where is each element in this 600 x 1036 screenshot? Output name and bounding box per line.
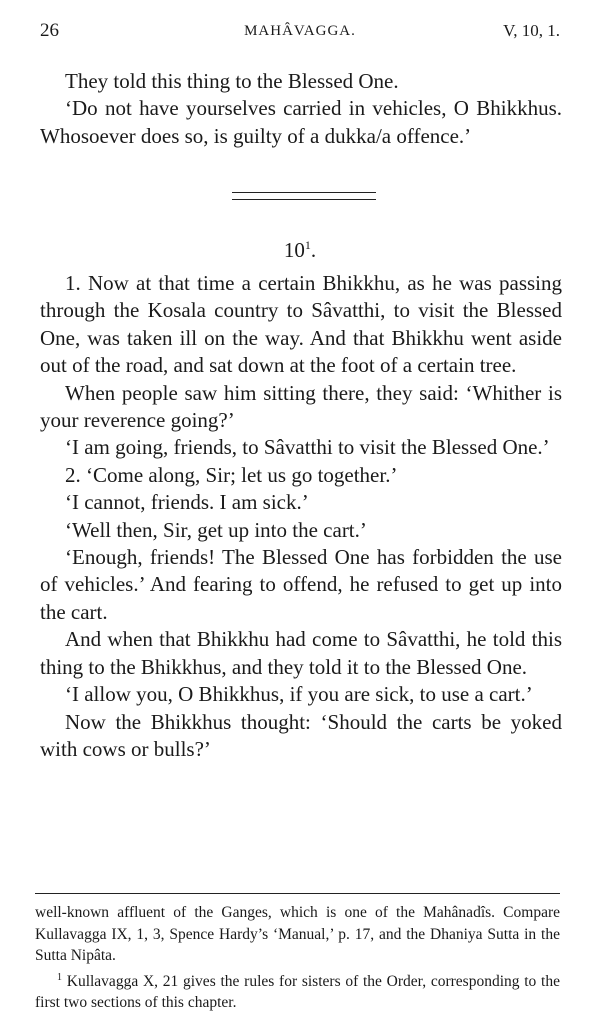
running-title: MAHÂVAGGA. [244,23,356,39]
paragraph: ‘I cannot, friends. I am sick.’ [65,490,309,515]
footnote [35,967,560,1014]
footnote-reference: 1 [304,238,311,252]
footnotes [35,902,560,1014]
paragraph: They told this thing to the Blessed One. [65,69,399,93]
running-header [40,20,560,46]
footnote-rule [35,893,560,894]
section-reference: V, 10, 1. [503,21,560,40]
paragraph: ‘Do not have yourselves carried in vehicles, O Bhikkhus. Whosoever does so, is guilty of a dukka/a offence.’ [40,96,562,148]
section-divider [232,192,376,200]
paragraph: And when that Bhikkhu had come to Sâvatthi, he told this thing to the Bhikkhus, and they told it to the Blessed One. [40,627,562,679]
section-suffix: . [310,238,317,262]
paragraph: ‘Enough, friends! The Blessed One has forbidden the use of vehicles.’ And fearing to offend, he refused to get up into the cart. [40,545,562,624]
paragraph: ‘I am going, friends, to Sâvatthi to visit the Blessed One.’ [65,435,550,460]
paragraph: When people saw him sitting there, they said: ‘Whither is your reverence going?’ [40,380,562,433]
paragraph: ‘I allow you, O Bhikkhus, if you are sick, to use a cart.’ [65,682,533,707]
paragraph: ‘Well then, Sir, get up into the cart.’ [65,517,367,542]
footnote-mark: 1 [57,971,62,983]
section-number: 10 [283,238,305,262]
section-heading [0,238,600,263]
paragraph: 1. Now at that time a certain Bhikkhu, as he was passing through the Kosala country to Sâvatthi, to visit the Blessed One, was taken ill on the way. And that Bhikkhu went aside out of the road, and sat down at the foot of a certain tree. [40,271,562,378]
continued-text-block [40,68,562,150]
paragraph: Now the Bhikkhus thought: ‘Should the carts be yoked with cows or bulls?’ [40,709,562,761]
footnote-text: well-known affluent of the Ganges, which is one of the Mahânadîs. Compare Kullavagga IX, 1, 3, Spence Hardy’s ‘Manual,’ p. 17, and the Dhaniya Sutta in the Sutta Nipâta. [35,904,560,964]
paragraph: 2. ‘Come along, Sir; let us go together.’ [65,462,398,487]
footnote [35,902,560,967]
page-number: 26 [40,20,59,41]
main-text-block [40,270,562,763]
footnote-text: Kullavagga X, 21 gives the rules for sisters of the Order, corresponding to the first two sections of this chapter. [35,972,560,1012]
